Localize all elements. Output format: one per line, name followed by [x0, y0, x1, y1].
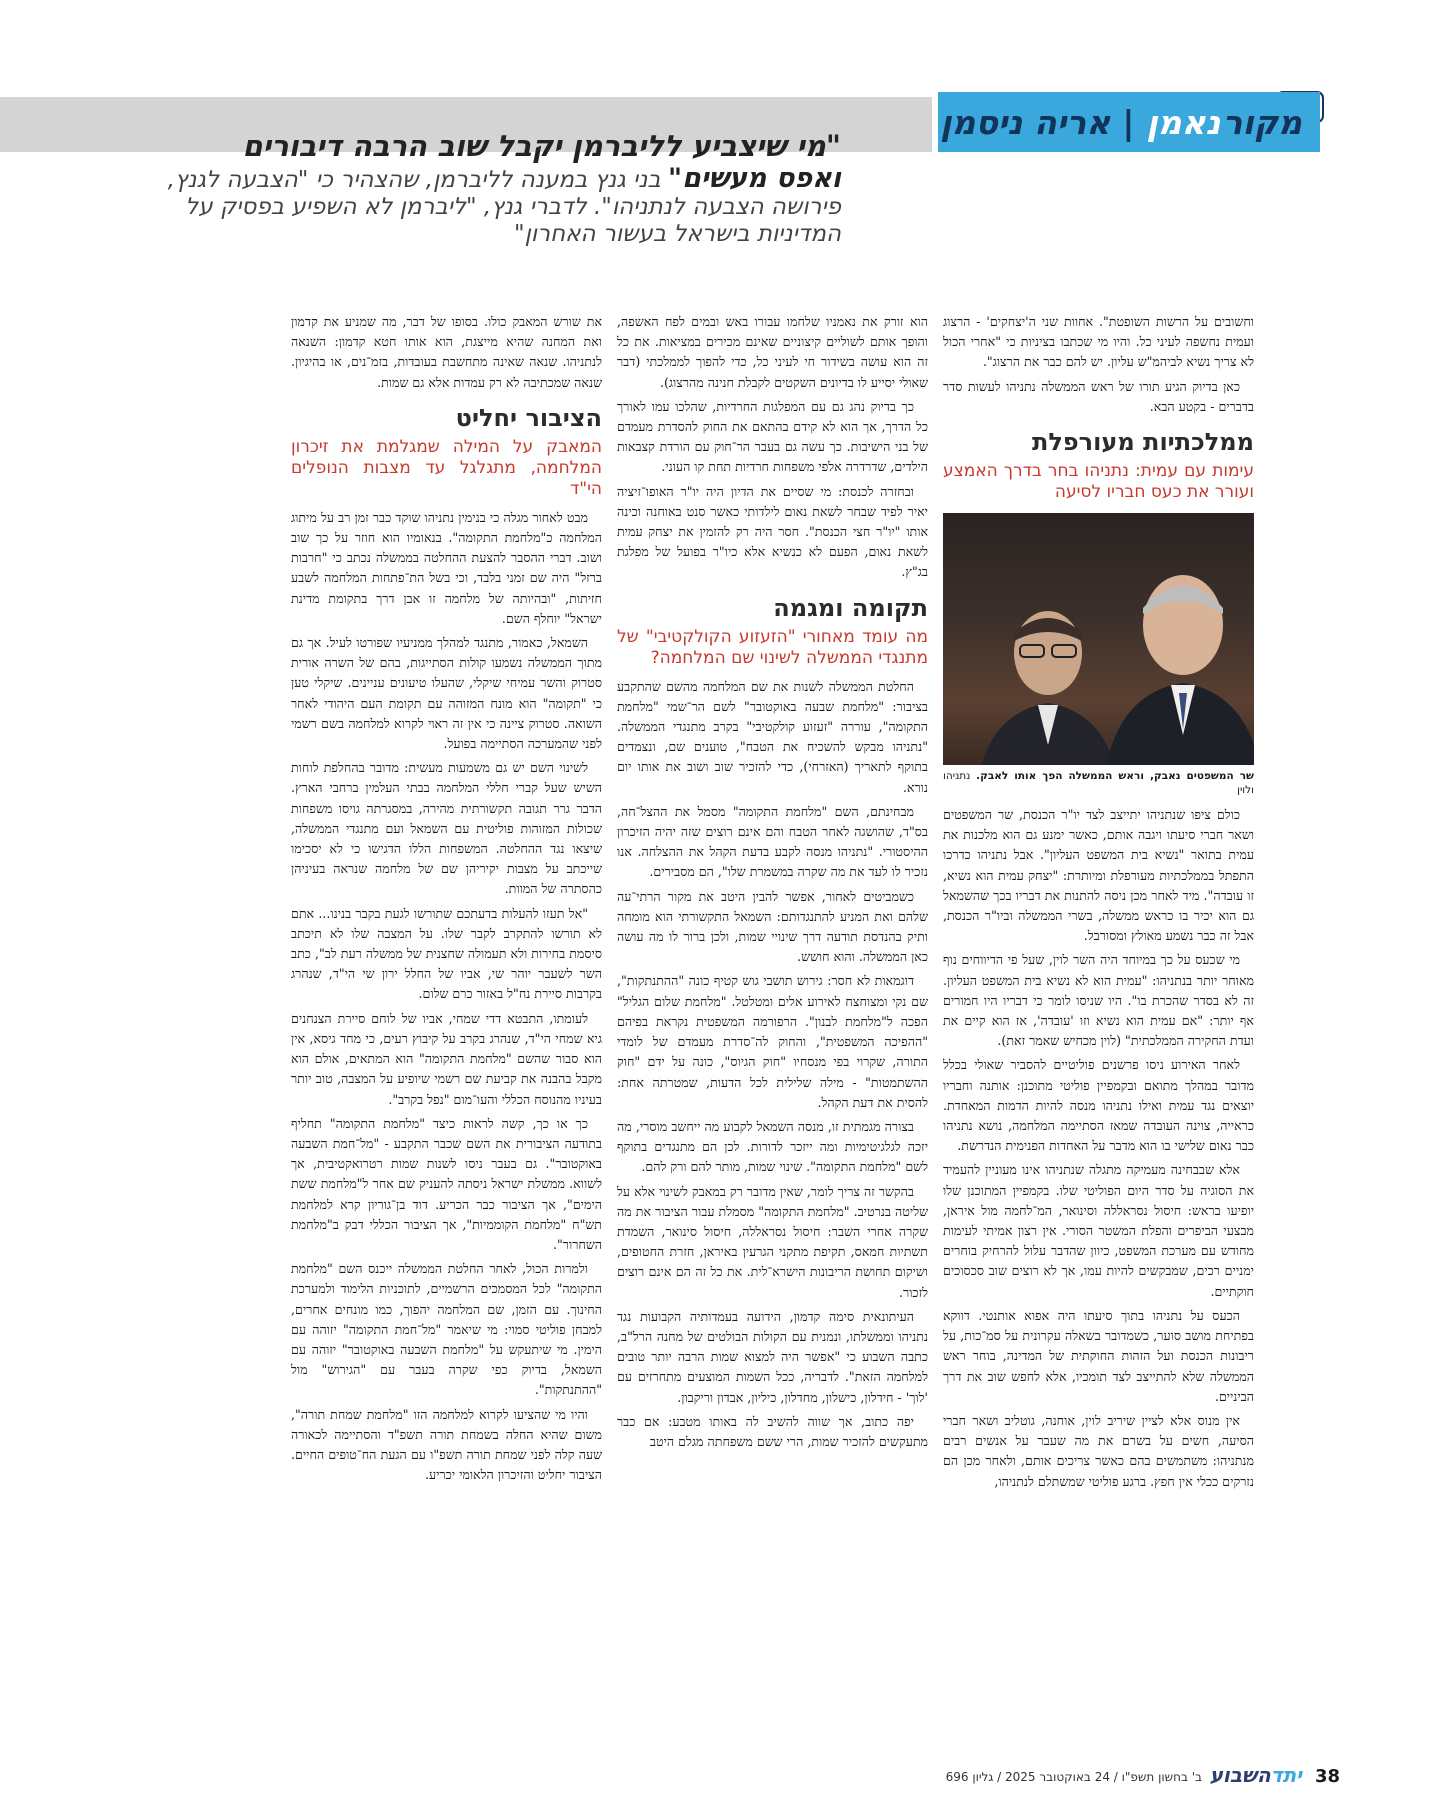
- subhead-rest: בני גנץ במענה לליברמן, שהצהיר כי "הצבעה לגנץ, פירושה הצבעה לנתניהו". לדברי גנץ, "ליברמן לא השפיע בפסיק על המדיניות בישראל בעשור האחרון": [167, 167, 841, 247]
- paragraph: ובחזרה לכנסת: מי שסיים את הדיון היה יו"ר האופו־זיציה יאיר לפיד שבחר לשאת נאום לילדותי כאשר סנט באוחנה וכינה אותו "יו"ר חצי הכנסת". חסר היה רק להזמין את יצחק עמית לשאת נאום, הפעם לא כנשיא אלא כיו"ר בפועל של מפלגת בג"ץ.: [617, 483, 928, 580]
- brand-a: יתד: [1270, 1763, 1302, 1787]
- headline-quote: "מי שיצביע לליברמן יקבל שוב הרבה דיבורים: [242, 129, 841, 163]
- paragraph: כך בדיוק נהג גם עם המפלגות החרדיות, שהלכו עמו לאורך כל הדרך, אך הוא לא קידם בהתאם את החוק להסדרת מעמדם של בני הישיבות. כך עשה גם בעבר הר־חוק עם הורדת קצבאות הילדים, שדרדרה אלפי משפחות חרדיות תחת קו העוני.: [617, 398, 928, 475]
- paragraph: "אל תעזו להעלות בדעתכם שתורשו לגעת בקבר בנינו... אתם לא תורשו להתקרב לקבר שלו. על המצבה שלו לא תיכתב סיסמת בחירות ולא תעמולה שחצנית של ממשלה רעת לב", כתב השר לשעבר יוהר שי, אביו של החלל ירון שי הי"ד, שנהרג בקרבות סיירת נח"ל באזור כרם שלום.: [291, 905, 602, 1002]
- paragraph: בהקשר זה צריך לומר, שאין מדובר רק במאבק לשינוי אלא על שליטה בנרטיב. "מלחמת התקומה" מסמלת עבור הציבור את מה שקרה אחרי השבר: חיסול נסראללה, חיסול סינואר, השמדת תשתיות חמאס, תקיפת מתקני הגרעין באיראן, חזרת החטופים, ושיקום תחושת הריבונות הישרא־לית. את כל זה הם אינם רוצים לזכור.: [617, 1183, 928, 1300]
- paragraph: כשמביטים לאחור, אפשר להבין היטב את מקור הרתי־עה שלהם ואת המניע להתנגדותם: השמאל התקשורתי הוא מומחה ותיק בהנדסת תודעה דרך שינויי שמות, ולכן ברור לו מה עושה כאן הממשלה. והוא חושש.: [617, 888, 928, 965]
- paragraph: וחשובים על הרשות השופטת". אחוות שני ה'יצחקים' - הרצוג ועמית נחשפה לעיני כל. והיו מי שכתבו בציניות כי "אחרי הכול לא צריך נשיא לביהמ"ש עליון. יש להם כבר את הרצוג".: [943, 314, 1254, 370]
- article-photo: [943, 513, 1254, 765]
- page-number: 38: [1314, 1766, 1340, 1787]
- article-column-2: [617, 312, 928, 1456]
- paragraph: הכעס על נתניהו בתוך סיעתו היה אפוא אותנטי. דווקא בפתיחת מושב סוער, כשמדובר בשאלה עקרונית על סמ־כות, על ריבונות הכנסת ועל הזהות החוקתית של המדינה, בוחר ראש הממשלה שלא להתייצב לצד תומכיו, אלא לחפש שוב את דרך הביניים.: [943, 1307, 1254, 1404]
- paragraph: לעומתו, התבטא דדי שמחי, אביו של לוחם סיירת הצנחנים גיא שמחי הי"ד, שנהרג בקרב על קיבוץ רעים, כי מחד גיסא, אין הוא סבור שהשם "מלחמת התקומה" הוא המתאים, אולם הוא מקבל בהבנה את קביעת שם רשמי שיופיע על המצבה, טוב יותר בעיניו מהנוסח הכללי והעו־מום "נפל בקרב".: [291, 1010, 602, 1107]
- paragraph: השמאל, כאמור, מתנגד למהלך ממניעיו שפורטו לעיל. אך גם מתוך הממשלה נשמעו קולות הסתייגות, בהם של השרה אורית סטרוק והשר עמיחי שיקלי, שהעלו טיעונים עניינים. שיקלי טען כי "תקומה" הוא מונח המזוהה עם תקומת העם היהודי לאחר השואה. סטרוק ציינה כי אין זה ראוי לקרוא למלחמה בשם רשמי לפני שהמערכה הסתיימה בפועל.: [291, 635, 602, 752]
- logo-part2: נאמן: [1146, 102, 1221, 142]
- paragraph: אלא שבבחינה מעמיקה מתגלה שנתניהו אינו מעוניין להעמיד את הסוגיה על סדר היום הפוליטי שלו. בקמפיין המתוכנן שלו יופיעו בראש: חיסול נסראללה וסינואר, המ־לחמה מול איראן, מבצעי הביפרים והפלת המשטר הסורי. אין רצון אמיתי לעימות מחודש עם מערכת המשפט, כיוון שהדבר עלול להרחיק בוחרים ימניים רכים, שמבקשים להיות עמו, אך לא רוצים שוב סכסוכים חוקתיים.: [943, 1162, 1254, 1299]
- section-title: הציבור יחליט: [455, 403, 602, 432]
- person-right-figure: [1103, 553, 1254, 765]
- paragraph: כולם ציפו שנתניהו יתייצב לצד יו"ר הכנסת, שר המשפטים ושאר חברי סיעתו ויגבה אותם, כאשר ימנע גם הוא מלכנות את עמית בתואר "נשיא בית המשפט העליון". אבל נתניהו כדרכו התפתל בממלכתיות מעורפלת ומיותרת: "יצחק עמית הוא נשיא, זו עובדה". מיד לאחר מכן ניסה להתנות את דבריו בכך שהשמאל גם הוא יכיר בו כראש ממשלה, בשרי הממשלה וביו"ר הכנסת, אבל זה כבר נשמע מאולץ ומסורבל.: [943, 807, 1254, 944]
- caption-bold: שר המשפטים נאבק, וראש הממשלה הפך אותו לאבק.: [976, 770, 1254, 783]
- paragraph: מי שכעס על כך במיוחד היה השר לוין, שעל פי הדיווחים נוף מאוחר יותר בנתניהו: "עמית הוא לא נשיא בית המשפט העליון. זה לא בסדר שהכרת בו". היו שניסו לומר כי דבריו היו חמורים אף יותר: "אם עמית הוא נשיא וזו 'עובדה', אז הוא קיים את ועדת החקירה הממלכתית" (לוין מכחיש שאמר זאת).: [943, 952, 1254, 1049]
- logo-separator: |: [1122, 102, 1135, 142]
- paragraph: החלטת הממשלה לשנות את שם המלחמה מהשם שהתקבע בציבור: "מלחמת שבעה באוקטובר" לשם הר־שמי "מלחמת התקומה", עוררה "זעזוע קולקטיבי" בקרב מתנגדי הממשלה. "נתניהו מבקש להשכיח את הטבח", טוענים שם, ונצמדים בתוקף לתאריך (האזרחי), כדי להזכיר שוב ושוב את אותו יום נורא.: [617, 678, 928, 795]
- paragraph: מבט לאחור מגלה כי בנימין נתניהו שוקד כבר זמן רב על מיתוג המלחמה כ"מלחמת התקומה". בנאומיו הוא חוזר על כך שוב ושוב. דברי ההסבר להצעת ההחלטה בממשלה נכתב כי "חרבות ברזל" היה שם זמני בלבד, וכי בשל הת־פתחות המלחמה לשבע חזיתות, "ובהיותה של מלחמה זו אבן דרך בתקומת מדינת ישראל" יוחלף השם.: [291, 509, 602, 626]
- issue-date: ב' בחשון תשפ"ו / 24 באוקטובר 2025 / גליון 696: [945, 1770, 1202, 1784]
- paragraph: כאן בדיוק הגיע תורו של ראש הממשלה נתניהו לעשות סדר בדברים - בקטע הבא.: [943, 378, 1254, 414]
- article-headline: [121, 128, 841, 248]
- section-subtitle: מה עומד מאחורי "הזעזוע הקולקטיבי" של מתנגדי הממשלה לשינוי שם המלחמה?: [617, 626, 928, 668]
- person-left-figure: [978, 593, 1118, 765]
- paragraph: כך או כך, קשה לראות כיצד "מלחמת התקומה" תחליף בתודעה הציבורית את השם שכבר התקבע - "מל־חמת השבעה באוקטובר". גם בעבר ניסו לשנות שמות רטרואקטיבית, אך לשווא. ממשלת ישראל ניסתה להעניק שם אחר ל"מלחמת ששת הימים", אך הציבור כבר הכריע. דוד בן־גוריון קרא למלחמת תש"ח "מלחמת הקוממיות", אך הציבור הכללי דבק ב"מלחמת השחרור".: [291, 1115, 602, 1252]
- subhead-bold: ואפס מעשים": [668, 163, 841, 194]
- magazine-brand: [1210, 1763, 1302, 1787]
- paragraph: יפה כתוב, אך שווה להשיב לה באותו מטבע: אם כבר מתעקשים להזכיר שמות, הרי ששם משפחתה מגלם היטב: [617, 1413, 928, 1449]
- article-column-1: [943, 312, 1254, 1496]
- column-logo: [938, 92, 1320, 152]
- logo-part1: מקור: [1222, 102, 1302, 142]
- section-title: תקומה ומגמה: [773, 593, 928, 622]
- photo-caption: [943, 769, 1254, 797]
- paragraph: לאחר האירוע ניסו פרשנים פוליטיים להסביר שאולי בכלל מדובר במהלך מתואם ובקמפיין פוליטי מתוכנן: אותנה וחבריו יוצאים נגד עמית ואילו נתניהו מנסה להיות הדמות המאחדת. כראייה, צוינה העובדה שמאז הסתיימה המלחמה, נושא נתניהו כבר נאום שלישי בו הוא מדבר על האחדות הפנימית הנדרשת.: [943, 1057, 1254, 1154]
- paragraph: הוא זורק את נאמניו שלחמו עבורו באש ובמים לפח האשפה, והופך אותם לשוליים קיצוניים שאינם מכירים במציאות. את כל זה הוא עושה בשידור חי לעיני כל, כדי להפוך לממלכתי (דבר שאולי יסייע לו בדיונים השקטים לקבלת חנינה מהרצוג).: [617, 314, 928, 390]
- section-title: ממלכתיות מעורפלת: [1031, 428, 1254, 457]
- paragraph: את שורש המאבק כולו. בסופו של דבר, מה שמניע את קדמון ואת המחנה שהיא מייצגת, הוא אותו חטא קדמון: השנאה לנתניהו. שנאה שאינה מתחשבת בעובדות, בזמ־נים, או בהיגיון. שנאה שמכתיבה לא רק עמדות אלא גם שמות.: [291, 314, 602, 390]
- article-column-3: [291, 312, 602, 1489]
- paragraph: בצורה מגמתית זו, מנסה השמאל לקבוע מה ייחשב מוסרי, מה יזכה לגלגיטימיות ומה ייזכר לדורות. לכן הם מתנגדים בתוקף לשם "מלחמת התקומה". שינוי שמות, מותר להם ורק להם.: [617, 1118, 928, 1175]
- paragraph: דוגמאות לא חסר: גירוש תושבי גוש קטיף כונה "ההתנתקות", שם נקי ומצוחצח לאירוע אלים ומטלטל. "מלחמת שלום הגליל" הפכה ל"מלחמת לבנון". הרפורמה המשפטית נקראת בפיהם "ההפיכה המשפטית", והחוק לה־סדרת מעמדם של לומדי התורה, שקרוי בפי מנסחיו "חוק הגיוס", כונה על ידם "חוק ההשתמטות" - מילה שלילית לכל הדעות, שמטרתה אחת: להסית את דעת הקהל.: [617, 973, 928, 1110]
- paragraph: ולמרות הכול, לאחר החלטת הממשלה ייכנס השם "מלחמת התקומה" לכל המסמכים הרשמיים, לתוכניות הלימוד ולמערכת החינוך. עם הזמן, שם המלחמה יהפוך, כמו מונחים אחרים, למבחן פוליטי סמוי: מי שיאמר "מל־חמת התקומה" יזוהה עם הימין. מי שיתעקש על "מלחמת השבעה באוקטובר" יזוהה עם השמאל, בדיוק כפי שקרה בעבר עם "הגירוש" מול "ההתנתקות".: [291, 1261, 602, 1398]
- paragraph: העיתונאית סימה קדמון, הידועה בעמדותיה הקבועות נגד נתניהו וממשלתו, ונמנית עם הקולות הבולטים של מחנה הרל"ב, כתבה השבוע כי "אפשר היה למצוא שמות הרבה יותר טובים למלחמה הזאת". לדבריה, ככל השמות המוצעים מתחרזים עם 'לוך' - חידלון, כישלון, מחדלון, כיליון, אבדון וריקבון.: [617, 1308, 928, 1405]
- section-subtitle: עימות עם עמית: נתניהו בחר בדרך האמצע ועורר את כעס חבריו לסיעה: [943, 461, 1254, 503]
- section-subtitle: המאבק על המילה שמגלמת את זיכרון המלחמה, מתגלגל עד מצבות הנופלים הי"ד: [291, 436, 602, 499]
- paragraph: לשינוי השם יש גם משמעות מעשית: מדובר בהחלפת לוחות השיש שעל קברי חללי המלחמה בבתי העלמין ברחבי הארץ. הדבר גרר תגובה תקשורתית מהירה, במסגרתה גויסו משפחות שכולות המזוהות פוליטית עם השמאל ועם מתנגדי הממשלה, שיצאו נגד ההחלטה. המשפחות הללו הדגישו כי לא יסכימו שייכתב על מצבות יקיריהן שם של מלחמה שנראה בעיניהן כהסתרה של המוות.: [291, 760, 602, 897]
- author-name: אריה ניסמן: [940, 102, 1111, 142]
- paragraph: מבחינתם, השם "מלחמת התקומה" מסמל את ההצל־חה, בס"ד, שהושגה לאחר הטבח והם אינם רוצים שזה יהיה הזיכרון ההיסטורי. "נתניהו מנסה לקבע בדעת הקהל את ההצלחה. אנו נזכיר לו לעד את מה שקרה במשמרת שלו", הם מסבירים.: [617, 803, 928, 880]
- caption-rest: נתניהו ולוין: [943, 770, 1254, 797]
- paragraph: והיו מי שהציעו לקרוא למלחמה הזו "מלחמת שמחת תורה", משום שהיא החלה בשמחת תורה תשפ"ד והסתיימה לכאורה שעה קלה לפני שמחת תורה תשפ"ו עם הגעת הח־טופים החיים. הציבור יחליט והזיכרון הלאומי יכריע.: [291, 1406, 602, 1483]
- page-footer: [0, 1763, 1340, 1790]
- brand-b: השבוע: [1209, 1763, 1271, 1787]
- paragraph: אין מנוס אלא לציין שיריב לוין, אוחנה, גוטליב ושאר חברי הסיעה, חשים על בשרם את מה שעבר על אנשים רבים מנתניהו: משתמשים בהם כאשר צריכים אותם, ולאחר מכן הם נזרקים ככלי אין חפץ. ברגע פוליטי שמשתלם לנתניהו,: [943, 1412, 1254, 1489]
- subheadline: [121, 165, 841, 248]
